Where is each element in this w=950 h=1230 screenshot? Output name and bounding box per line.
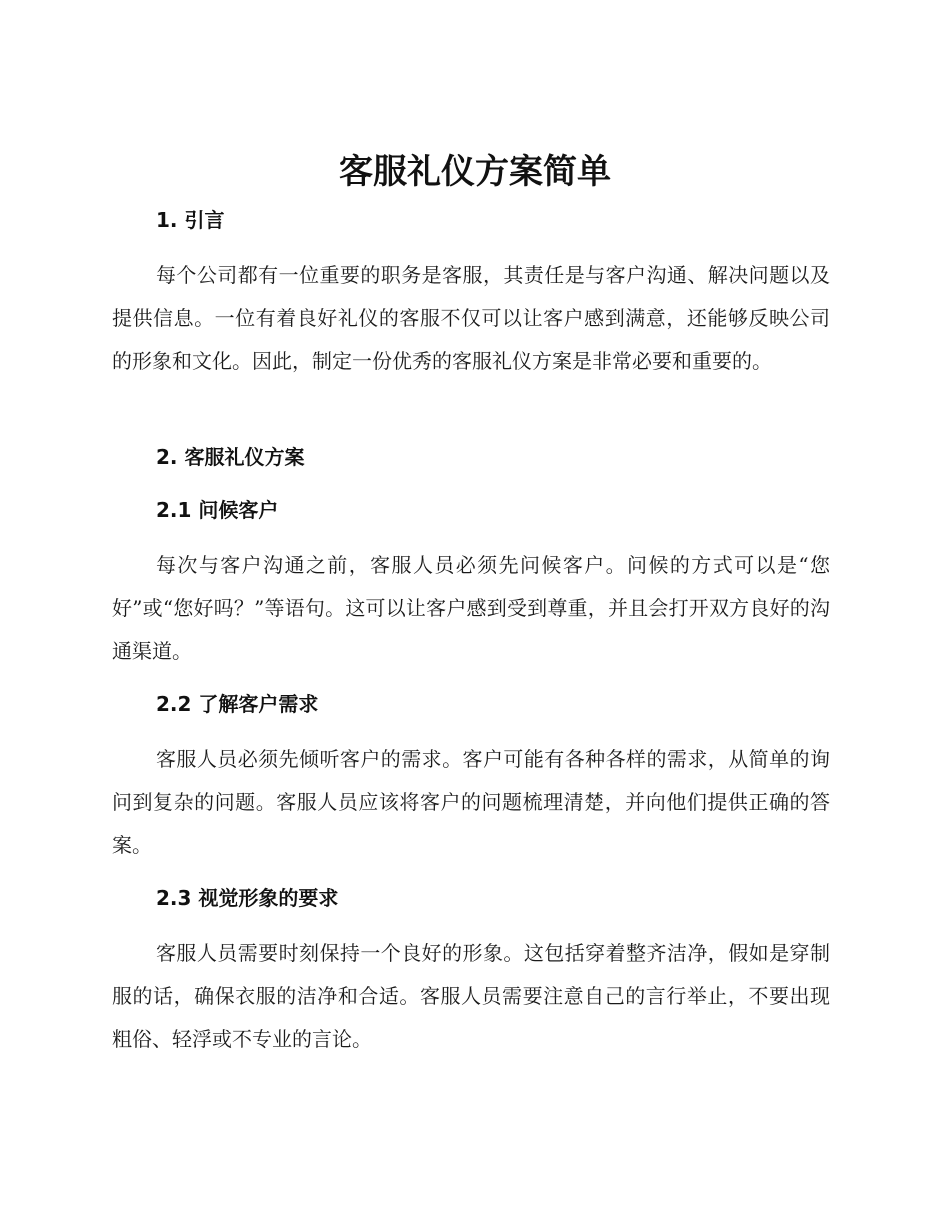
section-paragraph-intro: 每个公司都有一位重要的职务是客服，其责任是与客户沟通、解决问题以及提供信息。一位有着良好礼仪的客服不仅可以让客户感到满意，还能够反映公司的形象和文化。因此，制定一份优秀的客服礼仪方案是非常必要和重要的。 bbox=[112, 263, 830, 373]
section-heading-appearance: 2.3 视觉形象的要求 bbox=[156, 886, 339, 910]
section-heading-greeting: 2.1 问候客户 bbox=[156, 498, 279, 522]
section-paragraph-greeting: 每次与客户沟通之前，客服人员必须先问候客户。问候的方式可以是“您好”或“您好吗？”等语句。这可以让客户感到受到尊重，并且会打开双方良好的沟通渠道。 bbox=[112, 553, 830, 663]
document-title: 客服礼仪方案简单 bbox=[339, 152, 611, 192]
section-heading-needs: 2.2 了解客户需求 bbox=[156, 692, 319, 716]
section-paragraph-needs: 客服人员必须先倾听客户的需求。客户可能有各种各样的需求，从简单的询问到复杂的问题。客服人员应该将客户的问题梳理清楚，并向他们提供正确的答案。 bbox=[112, 747, 830, 857]
section-paragraph-appearance: 客服人员需要时刻保持一个良好的形象。这包括穿着整齐洁净，假如是穿制服的话，确保衣服的洁净和合适。客服人员需要注意自己的言行举止，不要出现粗俗、轻浮或不专业的言论。 bbox=[112, 941, 830, 1051]
section-heading-intro: 1. 引言 bbox=[156, 208, 225, 232]
section-heading-plan: 2. 客服礼仪方案 bbox=[156, 445, 305, 469]
